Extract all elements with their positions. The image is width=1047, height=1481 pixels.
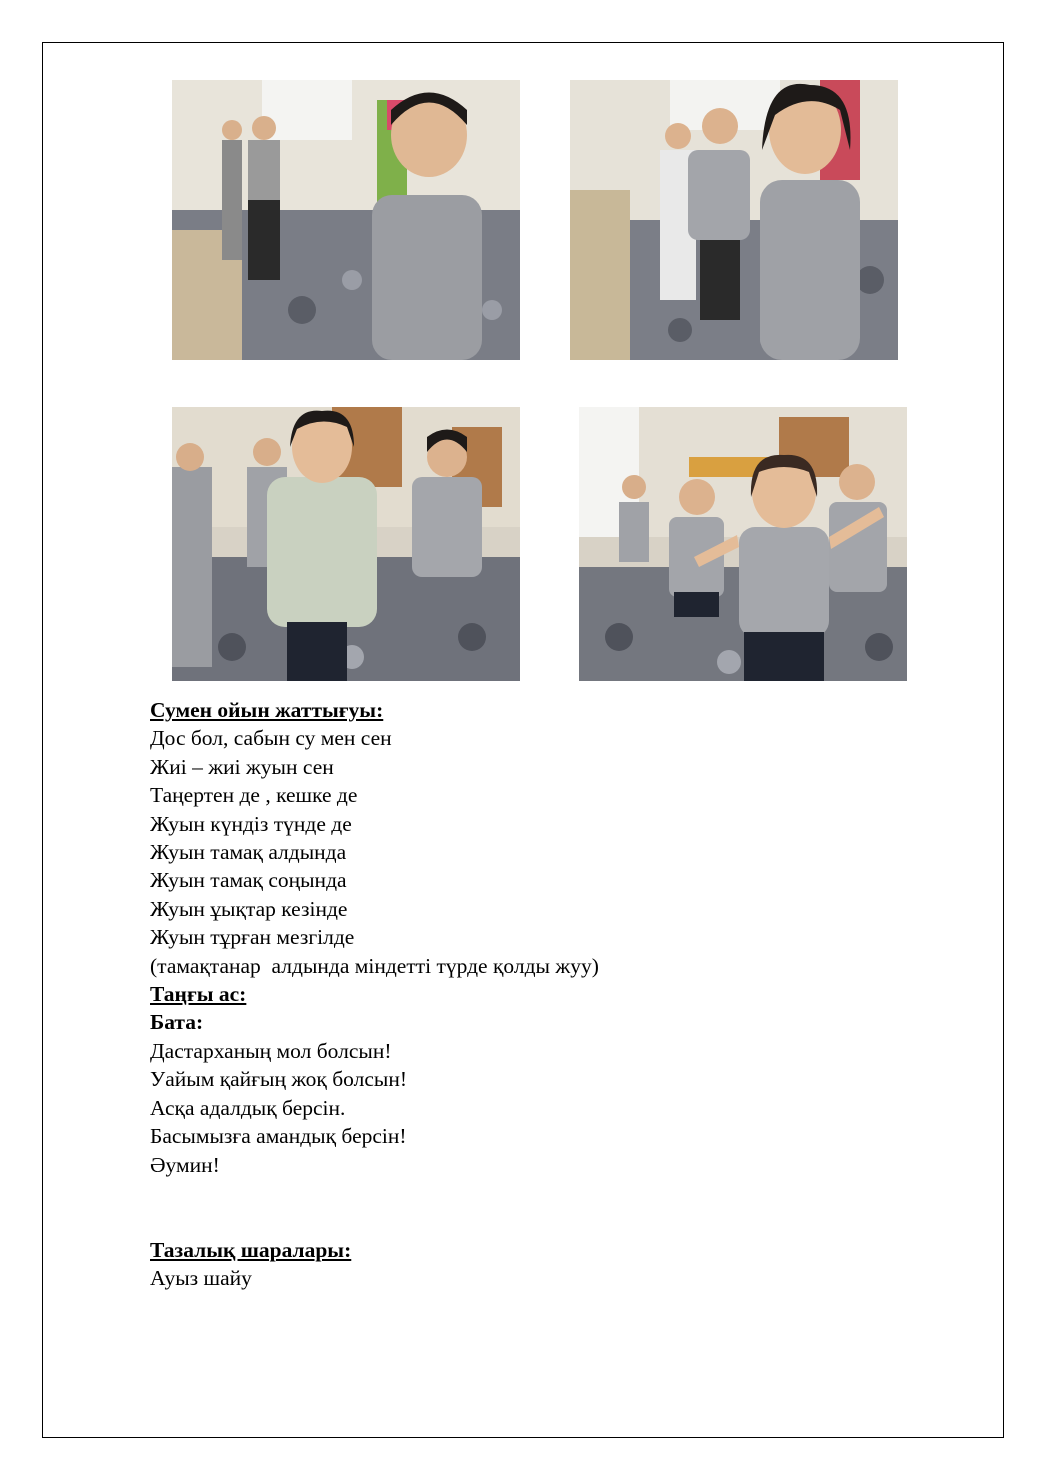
text-line: Жуын күндіз түнде де: [150, 811, 352, 836]
subheading-blessing: Бата:: [150, 1010, 204, 1035]
text-line: Жуын тамақ соңында: [150, 868, 347, 893]
text-line: Ауыз шайу: [150, 1266, 252, 1291]
text-line: Жиі – жиі жуын сен: [150, 754, 334, 779]
text-content: [150, 696, 970, 1293]
text-line: Жуын тұрған мезгілде: [150, 925, 355, 950]
photo-illustration-1: [172, 80, 520, 360]
text-line: Дос бол, сабын су мен сен: [150, 726, 392, 751]
classroom-photo-4: [579, 407, 907, 681]
text-line: Таңертен де , кешке де: [150, 783, 358, 808]
section-heading-breakfast: Таңғы ас:: [150, 982, 247, 1007]
blank-space: [150, 1179, 970, 1236]
text-line: Жуын тамақ алдында: [150, 840, 347, 865]
text-line: Жуын ұықтар кезінде: [150, 896, 348, 921]
text-line: Уайым қайғың жоқ болсын!: [150, 1067, 408, 1092]
text-line: (тамақтанар алдында міндетті түрде қолды жуу): [150, 953, 599, 978]
text-line: Асқа адалдық берсін.: [150, 1095, 346, 1120]
text-line: Әумин!: [150, 1152, 220, 1177]
text-line: Басымызға амандық берсін!: [150, 1124, 407, 1149]
text-line: Дастарханың мол болсын!: [150, 1038, 392, 1063]
classroom-photo-2: [570, 80, 898, 360]
photo-illustration-4: [579, 407, 907, 681]
classroom-photo-3: [172, 407, 520, 681]
photo-illustration-3: [172, 407, 520, 681]
section-heading-hygiene: Тазалық шаралары:: [150, 1237, 352, 1262]
section-heading-water-game: Сумен ойын жаттығуы:: [150, 698, 384, 722]
classroom-photo-1: [172, 80, 520, 360]
photo-illustration-2: [570, 80, 898, 360]
